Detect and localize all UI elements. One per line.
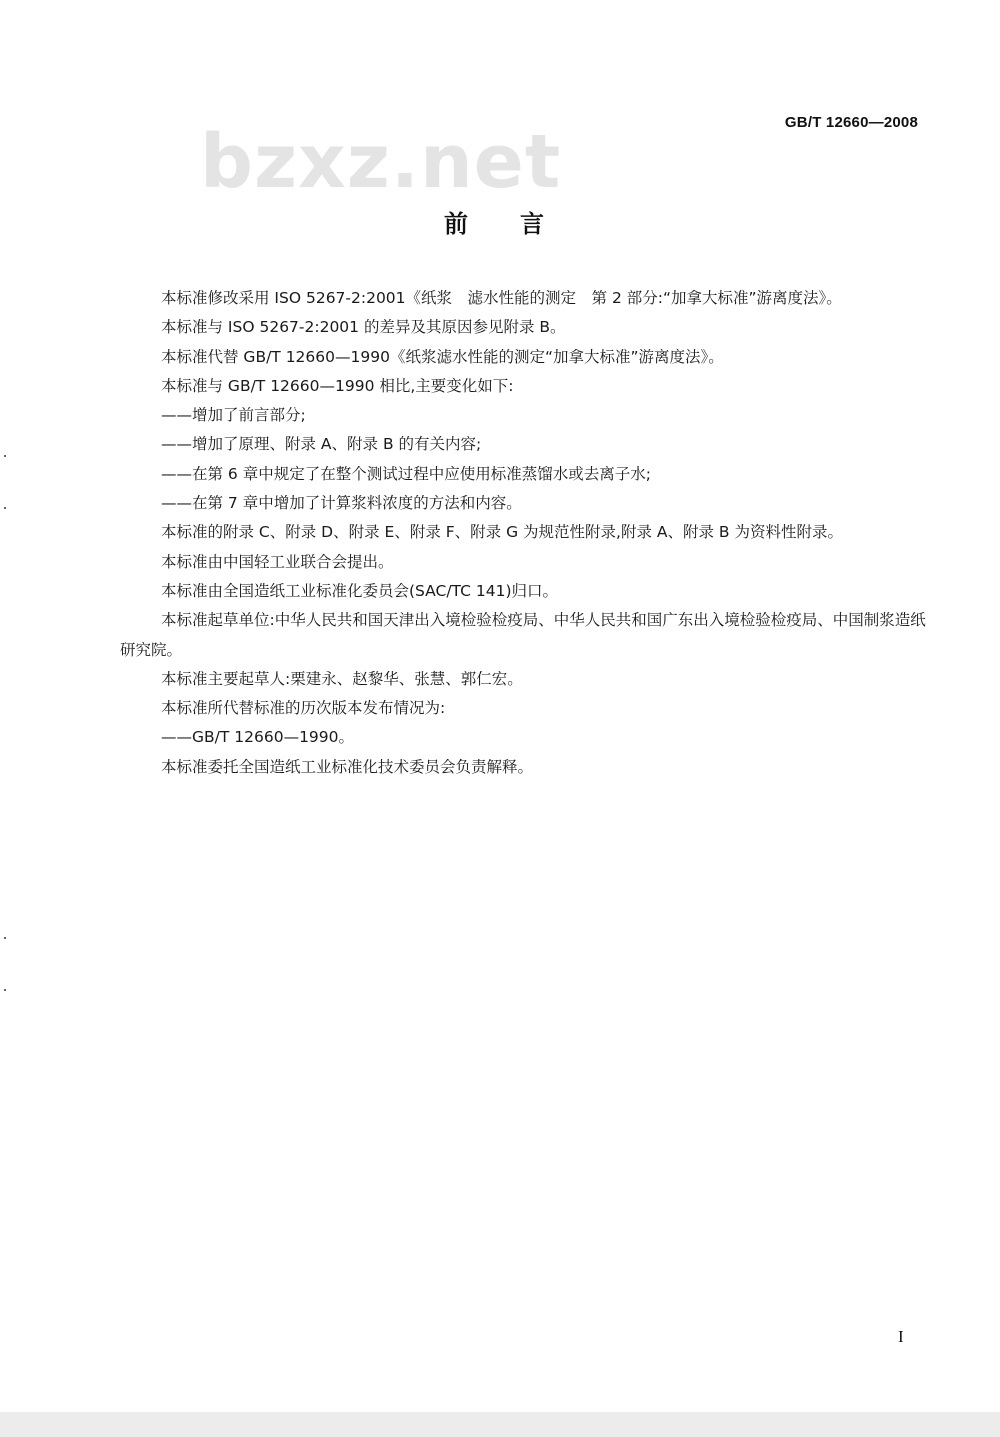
paragraph: 本标准与 GB/T 12660—1990 相比,主要变化如下: xyxy=(161,376,514,395)
list-item: ——在第 7 章中增加了计算浆料浓度的方法和内容。 xyxy=(161,494,522,513)
scan-speck xyxy=(4,989,6,991)
paragraph: 本标准起草单位:中华人民共和国天津出入境检验检疫局、中华人民共和国广东出入境检验检疫局、中国制浆造纸研究院。 xyxy=(120,611,926,659)
paragraph: 本标准委托全国造纸工业标准化技术委员会负责解释。 xyxy=(161,757,534,776)
paragraph: 本标准与 ISO 5267-2:2001 的差异及其原因参见附录 B。 xyxy=(161,318,566,337)
paragraph: 本标准所代替标准的历次版本发布情况为: xyxy=(161,699,446,718)
list-item: ——在第 6 章中规定了在整个测试过程中应使用标准蒸馏水或去离子水; xyxy=(161,464,651,483)
paragraph: 本标准主要起草人:栗建永、赵黎华、张慧、郭仁宏。 xyxy=(161,669,523,688)
paragraph: 本标准由中国轻工业联合会提出。 xyxy=(161,552,394,571)
scan-speck xyxy=(4,937,6,939)
paragraph: 本标准修改采用 ISO 5267-2:2001《纸浆 滤水性能的测定 第 2 部分:“加拿大标准”游离度法》。 xyxy=(161,289,842,307)
scan-speck xyxy=(4,507,6,509)
watermark: bzxz.net xyxy=(200,119,562,205)
foreword-body xyxy=(120,284,930,782)
page-number: I xyxy=(898,1327,904,1346)
paragraph: 本标准的附录 C、附录 D、附录 E、附录 F、附录 G 为规范性附录,附录 A、附录 B 为资料性附录。 xyxy=(161,523,843,542)
page-title: 前言 xyxy=(444,210,596,238)
standard-number: GB/T 12660—2008 xyxy=(784,114,918,131)
list-item: ——增加了前言部分; xyxy=(161,406,306,425)
paragraph: 本标准代替 GB/T 12660—1990《纸浆滤水性能的测定“加拿大标准”游离度法》。 xyxy=(161,347,724,366)
paragraph: 本标准由全国造纸工业标准化委员会(SAC/TC 141)归口。 xyxy=(161,581,558,600)
page-bottom-edge xyxy=(0,1412,1000,1437)
list-item: ——GB/T 12660—1990。 xyxy=(161,728,355,747)
scan-speck xyxy=(4,455,6,457)
list-item: ——增加了原理、附录 A、附录 B 的有关内容; xyxy=(161,435,482,454)
